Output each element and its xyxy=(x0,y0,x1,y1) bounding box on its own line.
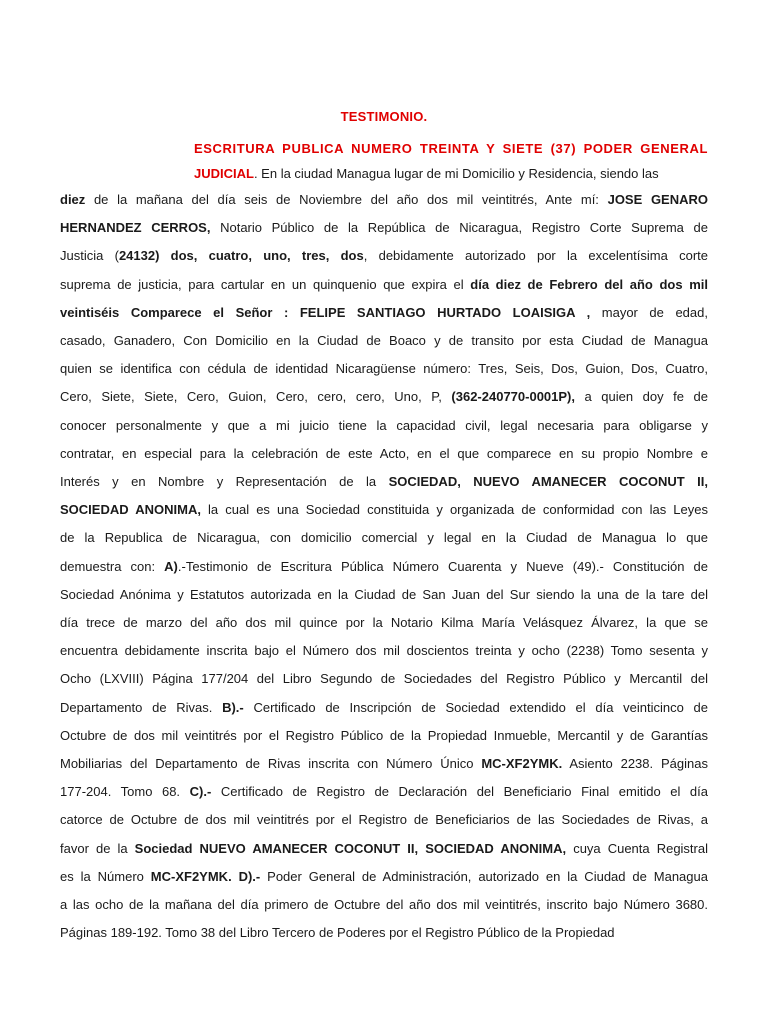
body-text: cuya Cuenta Registral xyxy=(566,840,708,856)
body-line xyxy=(60,524,708,552)
body-text: demuestra con: xyxy=(60,558,165,574)
deed-heading-judicial: JUDICIAL xyxy=(194,166,254,181)
body-text: Mobiliarias del Departamento de Rivas inscrita con Número Único xyxy=(60,756,482,772)
bold-text: veintiséis Comparece el Señor : FELIPE SANTIAGO HURTADO LOAISIGA , xyxy=(60,304,591,320)
bold-text: día diez de Febrero del año dos mil xyxy=(470,276,708,292)
body-line xyxy=(60,863,708,891)
body-text: contratar, en especial para la celebración de este Acto, en el que comparece en su propio Nombre e xyxy=(60,445,708,461)
body-text: Ocho (LXVIII) Página 177/204 del Libro Segundo de Sociedades del Registro Público y Mercantil del xyxy=(60,671,708,687)
body-line xyxy=(60,609,708,637)
bold-text: SOCIEDAD ANONIMA, xyxy=(60,502,201,518)
body-line xyxy=(60,778,708,806)
body-line xyxy=(60,806,708,834)
body-text: Departamento de Rivas. xyxy=(60,699,223,715)
bold-text: A) xyxy=(164,558,178,574)
body-text: suprema de justicia, para cartular en un quinquenio que expira el xyxy=(60,276,471,292)
body-line xyxy=(60,383,708,411)
body-text: a las ocho de la mañana del día primero de Octubre del año dos mil veintitrés, inscrito bajo Número 3680. xyxy=(60,897,708,913)
body-text: Certificado de Registro de Declaración del Beneficiario Final emitido el día xyxy=(211,784,708,800)
body-text: Certificado de Inscripción de Sociedad extendido el día veinticinco de xyxy=(243,699,708,715)
body-text: Octubre de dos mil veintitrés por el Registro Público de la Propiedad Inmueble, Mercantil y de Garantías xyxy=(60,727,708,743)
body-text: de la mañana del día seis de Noviembre del año dos mil veintitrés, Ante mí: xyxy=(93,192,608,207)
body-line xyxy=(60,468,708,496)
body-line xyxy=(60,919,708,947)
body-line xyxy=(60,440,708,468)
deed-heading-rest: . En la ciudad Managua lugar de mi Domicilio y Residencia, siendo las xyxy=(253,166,659,181)
body-text: es la Número xyxy=(60,868,151,884)
body-line xyxy=(60,750,708,778)
body-line xyxy=(60,637,708,665)
body-text: día trece de marzo del año dos mil quince por la Notario Kilma María Velásquez Álvarez, la que se xyxy=(60,615,708,631)
deed-heading: ESCRITURA PUBLICA NUMERO TREINTA Y SIETE (37) PODER GENERAL xyxy=(194,141,708,156)
bold-text: SOCIEDAD, NUEVO AMANECER COCONUT II, xyxy=(388,474,708,490)
body-text: favor de la xyxy=(60,840,135,856)
body-line xyxy=(60,722,708,750)
body-text: Justicia ( xyxy=(60,248,119,264)
body-text: .-Testimonio de Escritura Pública Número Cuarenta y Nueve (49).- Constitución de xyxy=(177,558,708,574)
body-text: Notario Público de la República de Nicaragua, Registro Corte Suprema de xyxy=(210,220,708,236)
body-text: Interés y en Nombre y Representación de la xyxy=(60,474,389,490)
body-text: , debidamente autorizado por la excelentísima corte xyxy=(363,248,708,264)
body-text: casado, Ganadero, Con Domicilio en la Ciudad de Boaco y de transito por esta Ciudad de Managua xyxy=(60,333,708,349)
bold-text: (362-240770-0001P), xyxy=(451,389,575,405)
body-line xyxy=(60,891,708,919)
body-line xyxy=(60,412,708,440)
deed-heading-continued xyxy=(194,159,708,188)
body-text: de la Republica de Nicaragua, con domicilio comercial y legal en la Ciudad de Managua lo que xyxy=(60,530,708,546)
body-line xyxy=(60,835,708,863)
body-text: Páginas 189-192. Tomo 38 del Libro Tercero de Poderes por el Registro Público de la Propiedad xyxy=(60,925,615,941)
body-text: mayor de edad, xyxy=(590,304,708,320)
body-text: quien se identifica con cédula de identidad Nicaragüense número: Tres, Seis, Dos, Guion, Dos, Cuatro, xyxy=(60,361,708,377)
body-text: Asiento 2238. Páginas xyxy=(562,756,708,772)
body-line xyxy=(60,553,708,581)
body-line xyxy=(60,242,708,270)
body-text: encuentra debidamente inscrita bajo el Número dos mil doscientos treinta y ocho (2238) Tomo sesenta y xyxy=(60,643,708,659)
body-line xyxy=(60,214,708,242)
body-text: Cero, Siete, Siete, Cero, Guion, Cero, cero, cero, Uno, P, xyxy=(60,389,452,405)
body-text: 177-204. Tomo 68. xyxy=(60,784,190,800)
body-text: la cual es una Sociedad constituida y organizada de conformidad con las Leyes xyxy=(200,502,708,518)
body-line xyxy=(60,665,708,693)
document-title: TESTIMONIO. xyxy=(340,109,428,124)
bold-text: HERNANDEZ CERROS, xyxy=(60,220,211,236)
body-text: Sociedad Anónima y Estatutos autorizada en la Ciudad de San Juan del Sur siendo la una de la tare del xyxy=(60,586,708,602)
body-line xyxy=(60,581,708,609)
body-line xyxy=(60,299,708,327)
bold-text: C).- xyxy=(189,784,212,800)
body-line xyxy=(60,327,708,355)
bold-text: MC-XF2YMK. xyxy=(481,756,563,772)
body-text: a quien doy fe de xyxy=(575,389,708,405)
bold-text: diez xyxy=(60,192,94,207)
bold-text: Sociedad NUEVO AMANECER COCONUT II, SOCIEDAD ANONIMA, xyxy=(134,840,567,856)
body-text: Poder General de Administración, autorizado en la Ciudad de Managua xyxy=(260,868,708,884)
body-text: catorce de Octubre de dos mil veintitrés por el Registro de Beneficiarios de las Sociedades de Rivas, a xyxy=(60,812,708,828)
body-line xyxy=(60,355,708,383)
bold-text: JOSE GENARO xyxy=(607,192,708,207)
body-text: conocer personalmente y que a mi juicio tiene la capacidad civil, legal necesaria para obligarse y xyxy=(60,417,708,433)
bold-text: B).- xyxy=(222,699,244,715)
body-line xyxy=(60,186,708,214)
deed-body xyxy=(60,186,708,947)
body-line xyxy=(60,694,708,722)
bold-text: 24132) dos, cuatro, uno, tres, dos xyxy=(118,248,364,264)
body-line xyxy=(60,271,708,299)
bold-text: MC-XF2YMK. D).- xyxy=(150,868,261,884)
body-line xyxy=(60,496,708,524)
